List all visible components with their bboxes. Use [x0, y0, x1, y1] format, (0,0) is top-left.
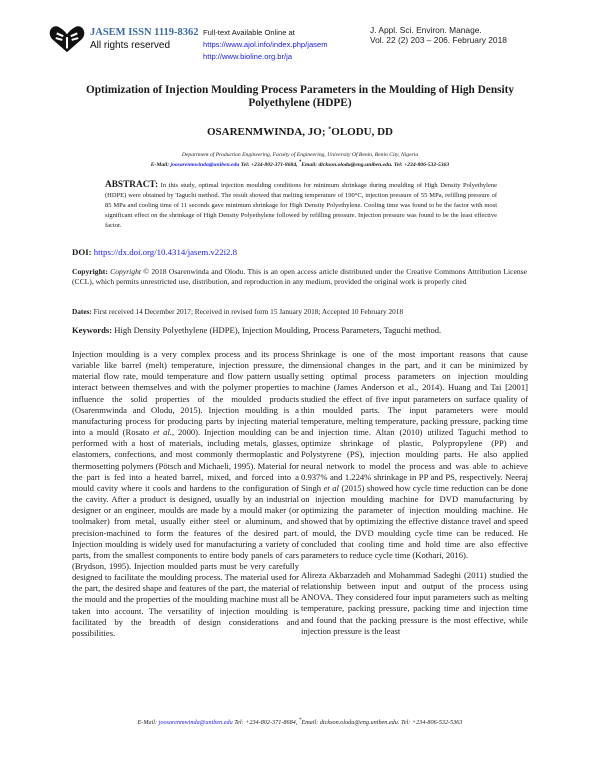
author-email-link[interactable]: joosarenmwinda@uniben.edu — [170, 161, 240, 168]
corresponding-star: * — [328, 126, 332, 133]
authors: OSARENMWINDA, JO; *OLODU, DD — [206, 126, 394, 138]
journal-issn: JASEM ISSN 1119-8362 — [90, 27, 199, 38]
bioline-link[interactable]: http://www.bioline.org.br/ja — [203, 52, 293, 61]
availability-label: Full-text Available Online at — [203, 28, 295, 37]
doi-line: DOI: https://dx.doi.org/10.4314/jasem.v22i2.8 — [72, 247, 238, 257]
rights-statement: All rights reserved — [90, 40, 171, 51]
page-footer: E-Mail: joosarenmwinda@uniben.edu Tel: +234-802-371-8684, *Email: dickson.olodu@eng.uniben.edu. Tel: +234-806-532-5363 — [137, 717, 463, 727]
journal-brand — [90, 26, 199, 52]
body-column-right — [301, 349, 528, 646]
journal-header — [48, 22, 568, 66]
abstract-text: In this study, optimal injection moulding conditions for minimum shrinkage during moulding of High Density Polyethylene (HDPE) were obtained by Taguchi method. The result showed that melting temperature of 190°C, injection pressure of 55 MPa, refilling pressure of 85 MPa and cooling time of 11 seconds gave minimum shrinkage for High Density Polyethylene. Cooling time was found to be the factor with most significant effect on the shrinkage of High Density Polyethylene followed by refilling pressure. Injection pressure was found to be the least effective factor. — [105, 182, 497, 229]
abstract — [105, 181, 497, 231]
body-column-left — [72, 349, 299, 648]
journal-name: J. Appl. Sci. Environ. Manage. — [370, 25, 482, 35]
paragraph: Injection moulding is a very complex process and its process variable like barrel (melt) temperature, injection pressure, the material flow rate, mould temperature and flow pattern usually interact between themselves and with the polymer properties to influence the solid properties of the moulded products (Osarenmwinda and Olodu, 2015). Injection moulding is a manufacturing process for producing parts by injecting material into a mould (Rosato et al., 2000). Injection moulding can be performed with a host of materials, including metals, glasses, elastomers, confections, and most commonly thermoplastic and thermosetting polymers (Pötsch and Michaeli, 1995). Material for the part is fed into a heated barrel, mixed, and forced into a mould cavity where it cools and hardens to the configuration of the cavity. After a product is designed, usually by an industrial designer or an engineer, moulds are made by a mould maker (or toolmaker) from metal, usually either steel or aluminum, and precision-machined to form the features of the desired part. Injection moulding is widely used for manufacturing a variety of parts, from the smallest components to entire body panels of cars (Brydson, 1995). Injection moulded parts must be very carefully designed to facilitate the moulding process. The material used for the part, the desired shape and features of the part, the material of the mould and the properties of the moulding machine must all be taken into account. The versatility of injection moulding is facilitated by the breadth of design considerations and possibilities. — [72, 349, 299, 638]
footer-email-link[interactable]: joosarenmwinda@uniben.edu — [158, 719, 233, 727]
paper-title: Optimization of Injection Moulding Process Parameters in the Moulding of High Density Polyethylene (HDPE) — [85, 84, 515, 109]
doi-link[interactable]: https://dx.doi.org/10.4314/jasem.v22i2.8 — [93, 247, 238, 257]
copyright-notice: Copyright: Copyright © 2018 Osarenwinda and Olodu. This is an open access article distributed under the Creative Commons Attribution License (CCL), which permits unrestricted use, distribution, and reproduction in any medium, provided the original work is properly cited — [72, 267, 527, 286]
dates-line: Dates: First received 14 December 2017; Received in revised form 15 January 2018; Accepted 10 February 2018 — [72, 307, 404, 316]
ajol-link[interactable]: https://www.ajol.info/index.php/jasem — [203, 40, 328, 49]
keywords-line: Keywords: High Density Polyethylene (HDPE), Injection Moulding, Process Parameters, Taguchi method. — [72, 325, 442, 335]
paragraph: Shrinkage is one of the most important reasons that cause dimensional changes in the part, and it can be minimized by setting optimal process parameters on injection moulding machine (James Anderson et al., 2014). Huang and Tai [2001] studied the effect of five input parameters on surface quality of thin moulded parts. The input parameters were mould temperature, melting temperature, packing pressure, packing time and injection time. Altan (2010) utilized Taguchi method to optimize shrinkage of plastic, Polypropylene (PP) and Polystyrene (PS), injection moulding parts. He also applied neural network to model the process and was able to achieve 0.937% and 1.224% shrinkage in PP and PS, respectively. Neeraj Singh et al (2015) showed how cycle time reduction can be done on injection moulding machine for DVD manufacturing by optimizing the parameter of injection moulding machine. He showed that by optimizing the effective distance travel and speed of mould, the DVD moulding cycle time can be reduced. He concluded that cooling time and hold time are also effective parameters to reduce cycle time (Kothari, 2016). — [301, 349, 528, 560]
abstract-label: ABSTRACT: — [105, 180, 159, 190]
journal-citation — [370, 25, 507, 45]
volume-info: Vol. 22 (2) 203 – 206. February 2018 — [370, 35, 507, 45]
paragraph: Alireza Akbarzadeh and Mohammad Sadeghi (2011) studied the relationship between input and output of the process using ANOVA. They considered four input parameters such as melting temperature, packing pressure, packing time and injection time and found that the packing pressure is the most effective, while injection pressure is the least — [301, 569, 528, 636]
availability-block — [203, 27, 328, 63]
jasem-heart-logo-icon — [48, 24, 86, 54]
contact-line: E-Mail: joosarenmwinda@uniben.edu Tel: +234-802-371-8684, *Email: dickson.olodu@eng.uniben.edu. Tel: +234-806-532-5363 — [150, 160, 450, 168]
affiliation: Department of Production Engineering, Faculty of Engineering, University Of Benin, Benin City, Nigeria — [181, 152, 419, 158]
